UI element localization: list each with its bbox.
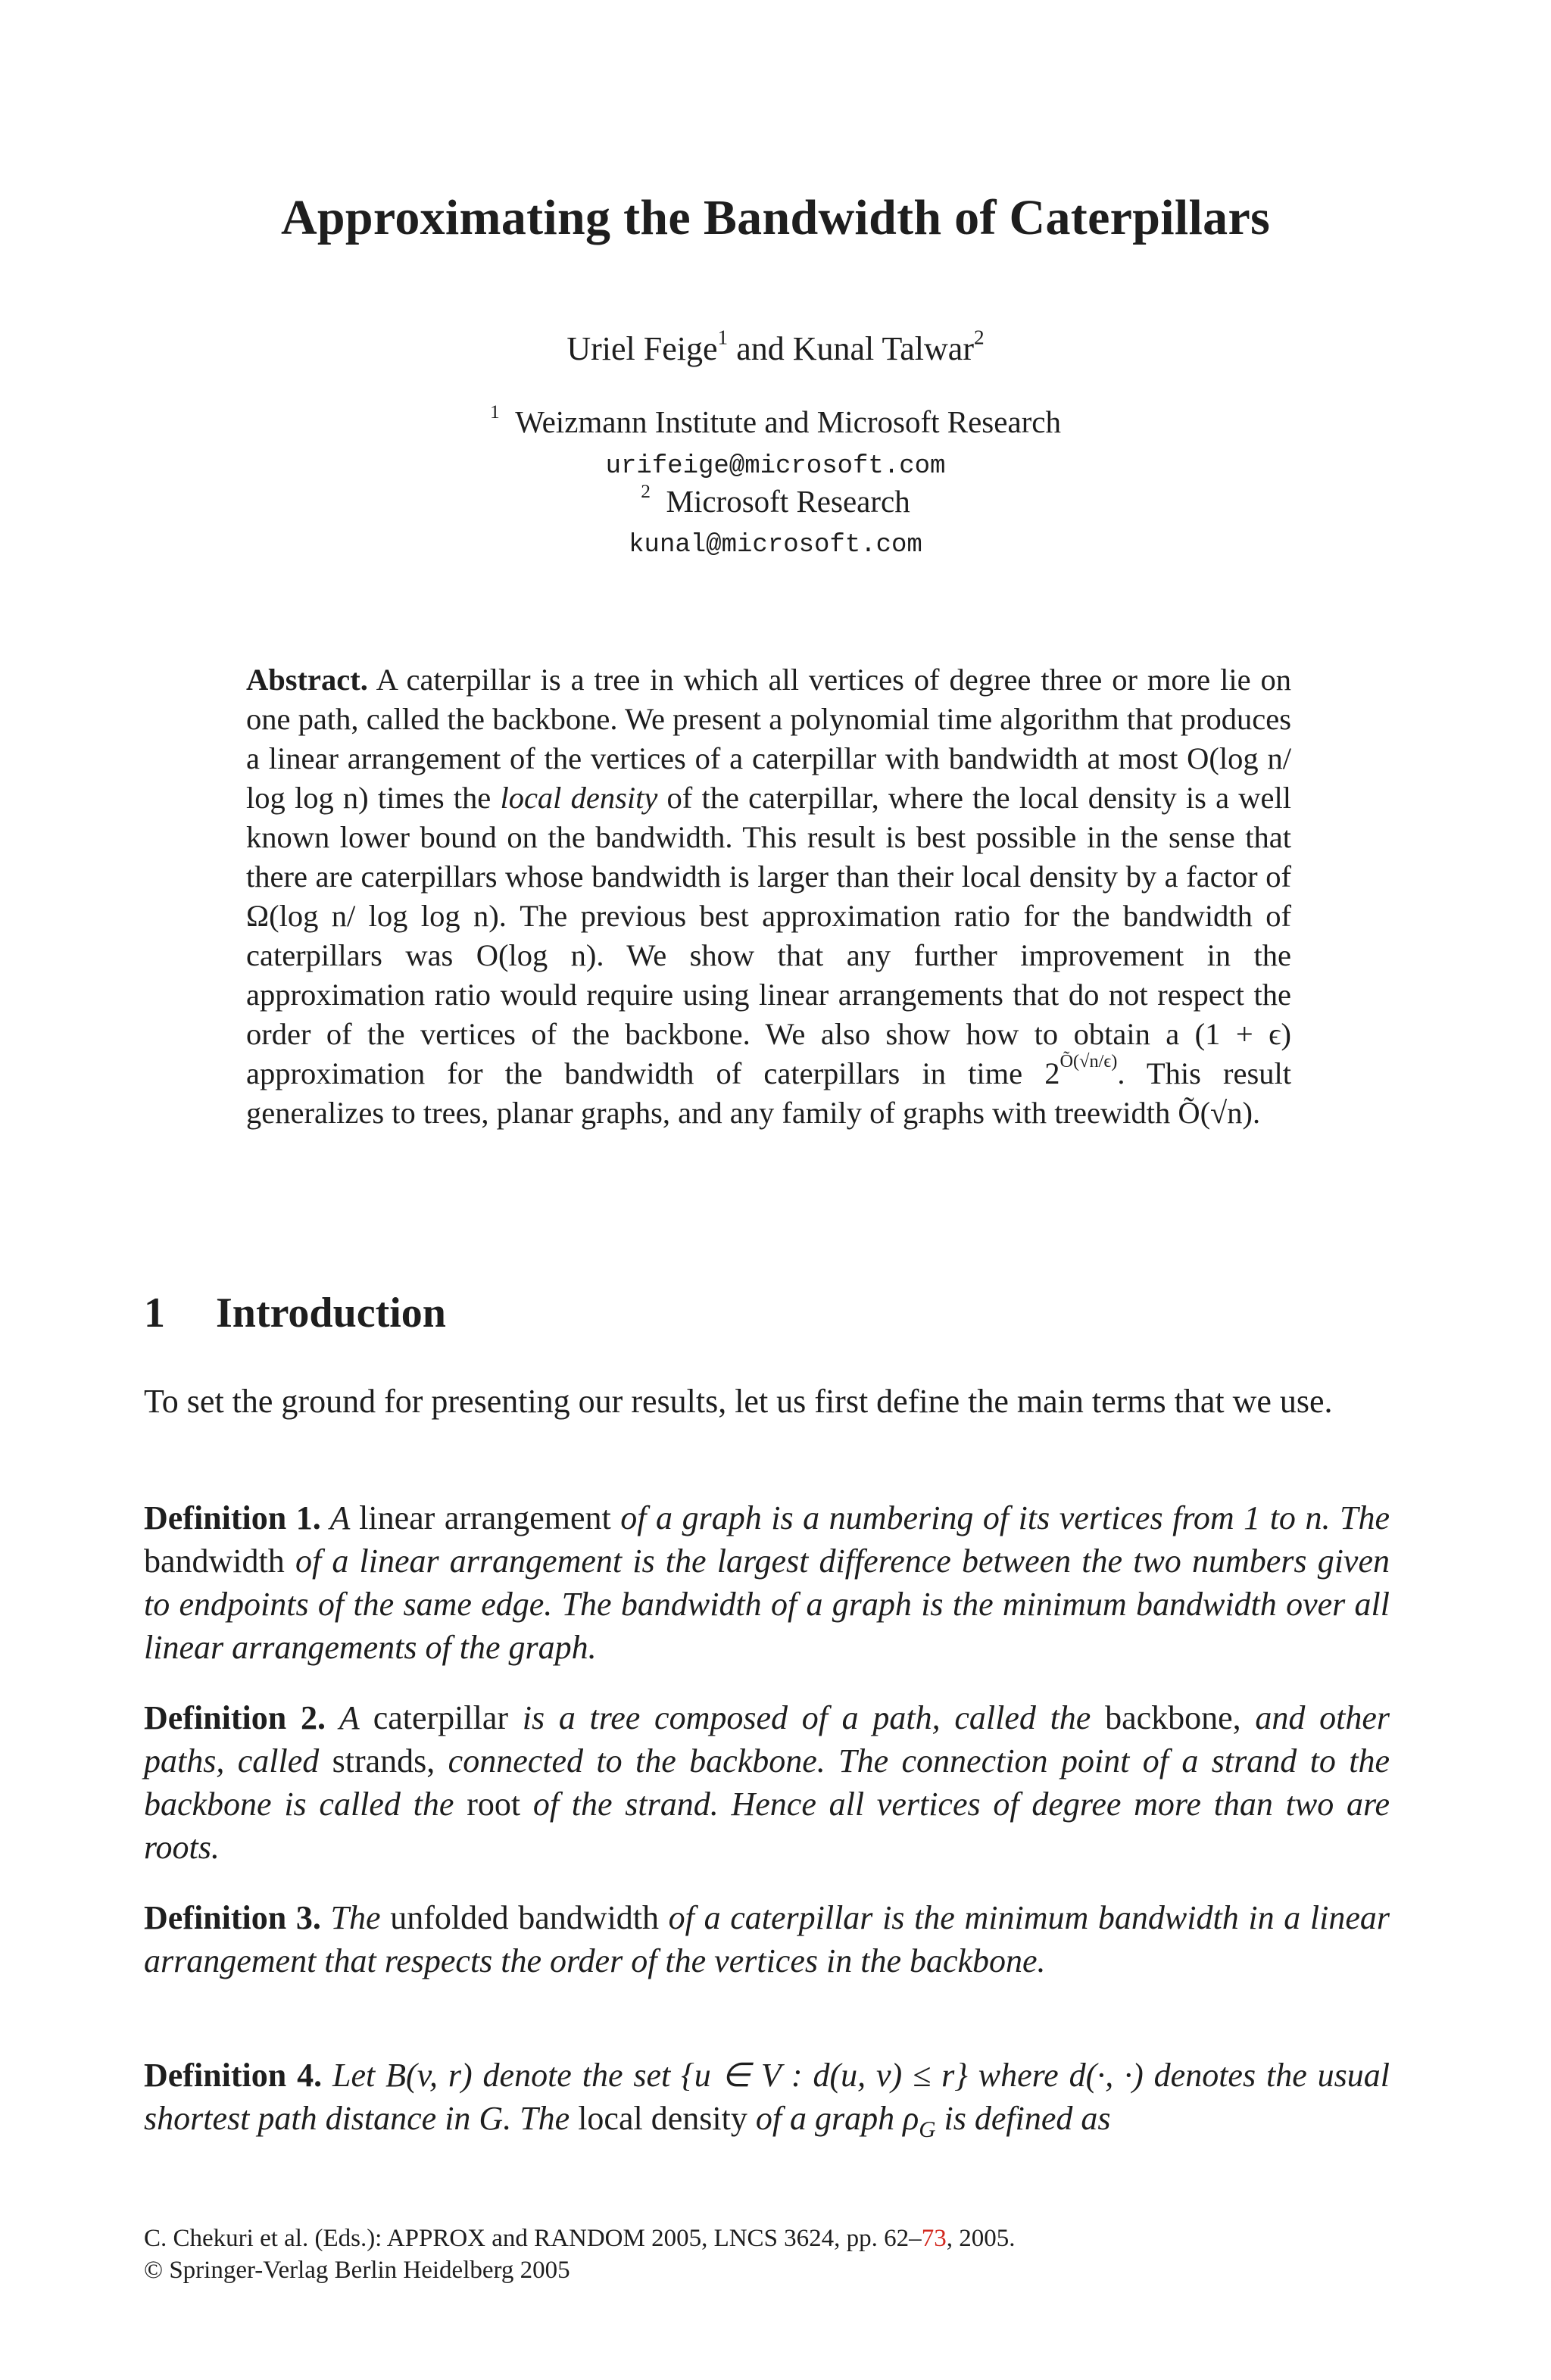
author-affiliation-mark: 2 [973, 326, 985, 349]
footer-copyright: © Springer-Verlag Berlin Heidelberg 2005 [144, 2257, 570, 2284]
definition-1 [144, 1496, 1390, 1669]
definition-label: Definition 1. [144, 1499, 321, 1536]
abstract-emphasis: local density [500, 781, 658, 815]
defined-term: root [467, 1786, 521, 1823]
definition-label: Definition 4. [144, 2057, 323, 2094]
defined-term: caterpillar [373, 1699, 509, 1736]
author-email[interactable]: kunal@microsoft.com [629, 531, 922, 560]
author-connector: and [728, 330, 793, 367]
defined-term: local density [578, 2100, 747, 2137]
definition-4 [144, 2054, 1390, 2140]
definition-text: and other paths, called [144, 1699, 1390, 1780]
abstract-text: A caterpillar is a tree in which all vertices of degree three or more lie on one path, called the backbone. We present a polynomial time algorithm that produces a linear arrangement of the vertices of a caterpillar with bandwidth at most O(log n/ log log n) times the [246, 663, 1291, 815]
definition-text: of a graph is a numbering of its vertices from 1 to n. The [610, 1499, 1390, 1536]
definition-label: Definition 2. [144, 1699, 326, 1736]
author-name: Uriel Feige [566, 330, 718, 367]
abstract-text: . This result generalizes to trees, planar graphs, and any family of graphs with treewidth Õ(√n). [246, 1056, 1291, 1130]
abstract-label: Abstract. [246, 663, 368, 697]
section-heading [144, 1289, 446, 1337]
definition-text: is a tree composed of a path, called the [508, 1699, 1106, 1736]
definition-3 [144, 1896, 1390, 1982]
definition-text: of a linear arrangement is the largest difference between the two numbers given to endpoints of the same edge. The bandwidth of a graph is the minimum bandwidth over all linear arrangements of the graph. [144, 1542, 1390, 1666]
affiliation-mark: 1 [489, 401, 500, 423]
affiliation-mark: 2 [641, 480, 651, 502]
author-line [0, 326, 1551, 368]
defined-term: linear arrangement [359, 1499, 611, 1536]
definition-text: is defined as [935, 2100, 1111, 2137]
definition-text: connected to the backbone. The connection point of a strand to the backbone is called the [144, 1742, 1390, 1823]
abstract [246, 660, 1291, 1133]
definition-text: A [325, 1699, 373, 1736]
definition-text: of a caterpillar is the minimum bandwidth in a linear arrangement that respects the order of the vertices in the backbone. [144, 1899, 1390, 1979]
abstract-text: of the caterpillar, where the local density is a well known lower bound on the bandwidth. This result is best possible in the sense that there are caterpillars whose bandwidth is larger than their local density by a factor of Ω(log n/ log log n). The previous best approximation ratio for the bandwidth of caterpillars was O(log n). We show that any further improvement in the approximation ratio would require using linear arrangements that do not respect the order of the vertices of the backbone. We also show how to obtain a (1 + ϵ) approximation for the bandwidth of caterpillars in time 2 [246, 781, 1292, 1090]
footer-citation [144, 2225, 1015, 2253]
author-affiliation-mark: 1 [717, 326, 729, 349]
author-email[interactable]: urifeige@microsoft.com [605, 452, 946, 481]
intro-paragraph: To set the ground for presenting our results, let us first define the main terms that we use. [144, 1383, 1333, 1420]
defined-term: unfolded bandwidth [390, 1899, 660, 1936]
defined-term: backbone, [1105, 1699, 1241, 1736]
section-number: 1 [144, 1290, 165, 1337]
section-title: Introduction [216, 1290, 446, 1337]
definition-text: G [919, 2116, 936, 2142]
affiliation [0, 401, 1551, 440]
author-name: Kunal Talwar [792, 330, 974, 367]
affiliation-name: Weizmann Institute and Microsoft Research [515, 404, 1061, 439]
abstract-exponent: Õ(√n/ϵ) [1059, 1051, 1118, 1072]
defined-term: bandwidth [144, 1542, 285, 1580]
definition-2 [144, 1696, 1390, 1869]
definition-text: of the strand. Hence all vertices of degree more than two are roots. [144, 1786, 1390, 1866]
definition-text: Let B(v, r) denote the set {u ∈ V : d(u, v) ≤ r} where d(·, ·) denotes the usual shortest path distance in G. The [144, 2057, 1390, 2137]
citation-text: C. Chekuri et al. (Eds.): APPROX and RANDOM 2005, LNCS 3624, pp. 62– [144, 2225, 922, 2252]
definition-text: of a graph ρ [747, 2100, 919, 2137]
definition-text: The [320, 1899, 391, 1936]
definition-text: A [320, 1499, 360, 1536]
page-link[interactable]: 73 [921, 2225, 947, 2252]
affiliation-name: Microsoft Research [666, 484, 910, 519]
paper-title: Approximating the Bandwidth of Caterpillars [280, 190, 1271, 245]
affiliation [0, 480, 1551, 519]
citation-text: , 2005. [946, 2225, 1016, 2252]
definition-label: Definition 3. [144, 1899, 321, 1936]
defined-term: strands, [332, 1742, 435, 1780]
